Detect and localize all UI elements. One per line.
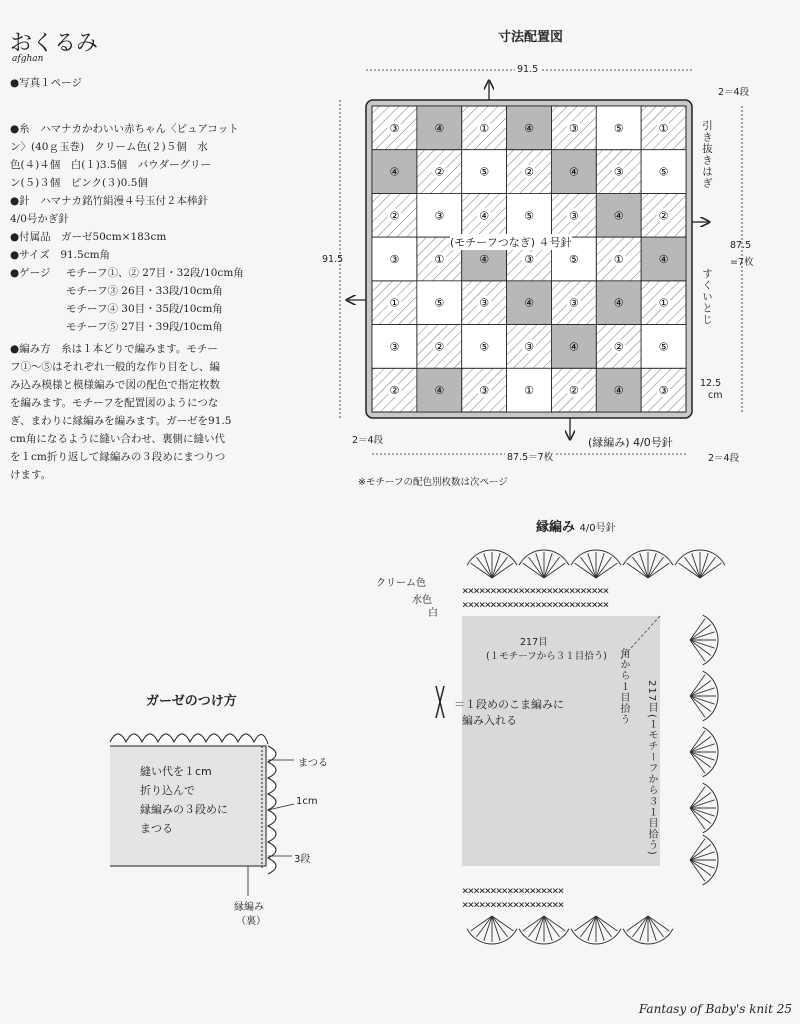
border-unit: cm	[708, 390, 723, 401]
needle-line: 4/0号かぎ針	[10, 213, 69, 225]
sc-row-2: ××××××××××××××××××××××××××	[462, 598, 609, 611]
method-line: み込み模様と模様編みで図の配色で指定枚数	[10, 379, 220, 391]
corner-label: 角から１目拾う	[618, 648, 629, 725]
edging-chart-needle: 4/0号針	[579, 523, 616, 534]
motif-number: ⑤	[479, 340, 490, 354]
motif-number: ⑤	[434, 296, 445, 310]
motif-number: ②	[613, 340, 624, 354]
gauze-label-3dan: 3段	[294, 854, 311, 865]
motif-number: ④	[658, 253, 669, 266]
right-height-sub: =7枚	[730, 257, 754, 268]
right-height: 87.5	[730, 240, 752, 251]
motif-number: ①	[658, 121, 669, 135]
size-line: ●サイズ 91.5cm角	[10, 249, 111, 261]
top-right-rows: 2＝4段	[718, 87, 750, 98]
motif-number: ③	[389, 121, 400, 135]
motif-number: ⑤	[568, 253, 579, 266]
motif-number: ⑤	[524, 209, 534, 223]
motif-number: ②	[434, 340, 445, 354]
accessory-line: ●付属品 ガーゼ50cm×183cm	[10, 231, 167, 243]
sc-row-bottom-2: ××××××××××××××××××	[462, 898, 564, 911]
edging-chart-title-text: 縁編み	[536, 520, 576, 535]
motif-join-text: (モチーフつなぎ)	[450, 236, 536, 249]
gauge-line: モチーフ⑤ 27目・39段/10cm角	[66, 321, 223, 333]
photo-reference: ●写真１ページ	[10, 77, 82, 89]
motif-number: ④	[524, 121, 534, 135]
legend-text-2: 編み入れる	[462, 714, 517, 727]
join-label-1: 引き抜きはぎ	[701, 120, 713, 189]
motif-number: ④	[434, 384, 445, 398]
edging-label-text: (縁編み)	[588, 436, 630, 449]
motif-number: ③	[658, 384, 669, 398]
motif-number: ①	[389, 296, 400, 310]
motif-number: ①	[434, 253, 445, 266]
layout-diagram-title: 寸法配置図	[498, 30, 564, 45]
motif-number: ①	[524, 384, 534, 398]
gauze-text-line: 折り込んで	[140, 784, 195, 797]
motif-number: ⑤	[658, 340, 669, 354]
motif-number: ④	[434, 121, 445, 135]
gauge-line: モチーフ①、② 27目・32段/10cm角	[66, 267, 244, 279]
pattern-title: おくるみ	[10, 31, 99, 56]
motif-number: ③	[389, 253, 400, 266]
top-width: 91.5	[517, 64, 539, 75]
left-height: 91.5	[322, 254, 344, 265]
gauze-label-edging: 縁編み	[234, 902, 264, 913]
yarn-line: ン〉(40ｇ玉巻) クリーム色(２)５個 水	[10, 141, 208, 153]
motif-number: ③	[389, 340, 400, 354]
bottom-width-value: 87.5	[507, 452, 529, 463]
yarn-line: ン(５)３個 ピンク(３)0.5個	[10, 177, 148, 189]
count-top-sub: (１モチーフから３１目拾う)	[486, 651, 607, 662]
motif-number: ②	[389, 384, 400, 398]
border-size: 12.5	[700, 378, 722, 389]
footer-book: Fantasy of Baby's knit	[638, 1002, 773, 1016]
motif-number: ③	[524, 253, 534, 266]
motif-number: ⑤	[658, 165, 669, 179]
motif-number: ③	[568, 121, 579, 135]
footer-page: 25	[776, 1002, 792, 1016]
count-side: 217目	[646, 680, 657, 714]
method-line: ●編み方 糸は１本どりで編みます。モチー	[10, 343, 218, 355]
gauze-label-back: （裏）	[236, 916, 266, 927]
motif-number: ④	[613, 384, 624, 398]
gauge-line: モチーフ④ 30目・35段/10cm角	[66, 303, 223, 315]
motif-number: ③	[479, 384, 490, 398]
motif-number: ⑤	[613, 121, 624, 135]
gauge-label: ●ゲージ	[10, 267, 51, 279]
motif-number: ④	[479, 209, 490, 223]
legend-text-1: ＝１段めのこま編みに	[454, 698, 564, 711]
gauze-instructions	[140, 762, 228, 838]
color-count-note: ※モチーフの配色別枚数は次ページ	[358, 477, 508, 488]
bottom-width-sub: ＝7枚	[528, 452, 554, 463]
gauze-text-line: まつる	[140, 822, 173, 835]
pattern-subtitle: afghan	[12, 54, 44, 64]
motif-number: ③	[524, 340, 534, 354]
gauze-text-line: 縁編みの３段めに	[140, 803, 228, 816]
sc-row-bottom-1: ××××××××××××××××××	[462, 884, 564, 897]
motif-number: ④	[613, 209, 624, 223]
color-blue: 水色	[412, 595, 432, 606]
count-top: 217目	[520, 637, 548, 648]
method-line: ぎ、まわりに縁編みを編みます。ガーゼを91.5	[10, 415, 232, 427]
motif-number: ②	[434, 165, 445, 179]
gauze-label-1cm: 1cm	[296, 796, 318, 807]
footer	[639, 1002, 792, 1016]
method-line: を１cm折り返して縁編みの３段めにまつりつ	[10, 451, 226, 463]
motif-number: ⑤	[479, 165, 490, 179]
join-label-2: すくいとじ	[701, 268, 713, 326]
yarn-line: 色(４)４個 白(１)3.5個 パウダーグリー	[10, 159, 211, 171]
gauze-top-scallops	[110, 734, 268, 744]
motif-number: ④	[613, 296, 624, 310]
motif-number: ②	[568, 384, 579, 398]
motif-number: ③	[568, 296, 579, 310]
motif-number: ④	[479, 253, 490, 266]
sc-row-1: ××××××××××××××××××××××××××	[462, 584, 609, 597]
gauge-line: モチーフ③ 26目・33段/10cm角	[66, 285, 223, 297]
method-line: を編みます。モチーフを配置図のようにつな	[10, 397, 219, 409]
motif-number: ①	[479, 121, 490, 135]
count-side-sub: (１モチーフから３１目拾う)	[646, 714, 657, 856]
needle-line: ●針 ハマナカ銘竹絹漫４号玉付２本棒針	[10, 195, 208, 207]
motif-number: ④	[568, 165, 579, 179]
method-line: cm角になるように縫い合わせ、裏側に縫い代	[10, 433, 226, 445]
motif-number: ②	[658, 209, 669, 223]
method-line: フ①～⑤はそれぞれ一般的な作り目をし、編	[10, 361, 220, 373]
motif-number: ②	[389, 209, 400, 223]
motif-number: ③	[434, 209, 445, 223]
gauze-text-line: 縫い代を１cm	[140, 765, 212, 778]
gauze-label-matsuru: まつる	[298, 758, 328, 769]
bottom-left-rows: 2＝4段	[352, 435, 384, 446]
motif-number: ①	[658, 296, 669, 310]
yarn-line: ●糸 ハマナカかわいい赤ちゃん〈ピュアコット	[10, 123, 239, 135]
motif-number: ①	[613, 253, 624, 266]
gauze-title: ガーゼのつけ方	[146, 694, 237, 709]
color-white: 白	[428, 608, 438, 619]
edging-label-needle: 4/0号針	[633, 436, 673, 449]
motif-number: ③	[568, 209, 579, 223]
motif-number: ④	[389, 165, 400, 179]
motif-number: ③	[613, 165, 624, 179]
motif-number: ②	[524, 165, 534, 179]
motif-number: ③	[479, 296, 490, 310]
bottom-right-rows: 2＝4段	[708, 453, 740, 464]
motif-number: ④	[568, 340, 579, 354]
motif-number: ④	[524, 296, 534, 310]
method-line: けます。	[10, 469, 52, 481]
color-cream: クリーム色	[376, 578, 426, 589]
motif-join-needle: ４号針	[538, 236, 572, 249]
